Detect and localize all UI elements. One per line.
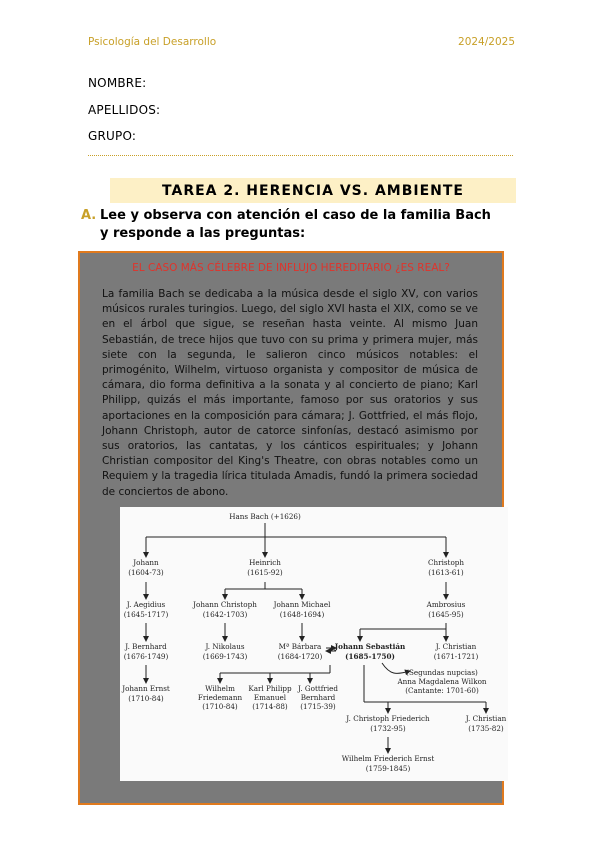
- bach-family-tree: [120, 507, 508, 781]
- node-barbara-dates: (1684-1720): [277, 652, 323, 661]
- node-johann-dates: (1604-73): [128, 568, 164, 577]
- node-ambrosius-dates: (1645-95): [428, 610, 464, 619]
- question-letter: A.: [81, 208, 97, 223]
- grupo-label: GRUPO:: [88, 129, 137, 143]
- task-title: TAREA 2. HERENCIA VS. AMBIENTE: [162, 182, 464, 199]
- nombre-label: NOMBRE:: [88, 76, 147, 90]
- case-text: La familia Bach se dedicaba a la música desde el siglo XV, con varios músicos rurales turingios. Luego, del siglo XVI hasta el XIX, como se ve en el árbol que sigue, se reseñan hasta veinte. Al mismo Juan Sebastián, de trece hijos que tuvo con su prima y primera mujer, más siete con la segunda, le salieron cinco músicos notables: el primogénito, Wilhelm, virtuoso organista y compositor de música de cámara, dio forma definitiva a la sonata y al concierto de piano; Karl Philipp, quizás el más importante, famoso por sus oratorios y sus aportaciones en la composición para cámara; J. Gottfried, el más flojo, Johann Christoph, autor de catorce sinfonías, destacó asimismo por sus oratorios, las cantatas, y los cánticos espirituales; y Johann Christian compositor del King's Theatre, con obras notables como un Requiem y la tragedia lírica titulada Amadis, fundó la primera sociedad de conciertos de abono.: [102, 288, 478, 498]
- node-nikolaus-name: J. Nikolaus: [205, 642, 245, 651]
- node-jchristian-b-name: J. Christian: [465, 714, 507, 723]
- node-johann-christoph-name: Johann Christoph: [193, 600, 257, 609]
- node-karl-name: Karl Philipp: [248, 684, 292, 693]
- node-heinrich-name: Heinrich: [249, 558, 281, 567]
- node-ernst-name: Johann Ernst: [122, 684, 170, 693]
- node-jchristian-a-dates: (1671-1721): [433, 652, 479, 661]
- case-title: EL CASO MÁS CÉLEBRE DE INFLUJO HEREDITARIO ¿ES REAL?: [132, 262, 450, 274]
- task-title-banner: [110, 178, 516, 203]
- node-jchristian-b-dates: (1735-82): [468, 724, 504, 733]
- node-jcf-dates: (1732-95): [370, 724, 406, 733]
- node-heinrich-dates: (1615-92): [247, 568, 283, 577]
- node-magdalena-name: Anna Magdalena Wilkon: [397, 677, 487, 686]
- node-ambrosius-name: Ambrosius: [426, 600, 466, 609]
- node-wilhelm-dates: (1710-84): [202, 702, 238, 711]
- node-gottfried-name: J. Gottfried: [298, 684, 338, 693]
- family-tree-diagram: [120, 507, 508, 781]
- node-gottfried-name2: Bernhard: [300, 693, 336, 702]
- node-gottfried-dates: (1715-39): [300, 702, 336, 711]
- node-johann-christoph-dates: (1642-1703): [202, 610, 248, 619]
- node-wilhelm-name2: Friedemann: [197, 693, 243, 702]
- node-johann-michael-dates: (1648-1694): [279, 610, 325, 619]
- node-js-dates: (1685-1750): [345, 652, 395, 661]
- node-hans: Hans Bach (+1626): [229, 512, 301, 521]
- node-magdalena-note: (Segundas nupcias): [406, 668, 478, 677]
- node-bernhard-dates: (1676-1749): [123, 652, 169, 661]
- header-divider: [88, 155, 513, 156]
- node-jcf-name: J. Christoph Friederich: [346, 714, 430, 723]
- node-wfe-dates: (1759-1845): [365, 764, 411, 773]
- node-wfe-name: Wilhelm Friederich Ernst: [341, 754, 435, 763]
- node-magdalena-dates: (Cantante: 1701-60): [405, 686, 479, 695]
- academic-year: 2024/2025: [458, 36, 515, 48]
- node-christoph-name: Christoph: [428, 558, 464, 567]
- node-karl-name2: Emanuel: [253, 693, 287, 702]
- node-nikolaus-dates: (1669-1743): [202, 652, 248, 661]
- apellidos-label: APELLIDOS:: [88, 103, 161, 117]
- case-box: [78, 251, 507, 805]
- node-aegidius-dates: (1645-1717): [123, 610, 169, 619]
- node-christoph-dates: (1613-61): [428, 568, 464, 577]
- node-js-name: Johann Sebastián: [334, 642, 406, 651]
- node-jchristian-a-name: J. Christian: [435, 642, 477, 651]
- node-ernst-dates: (1710-84): [128, 694, 164, 703]
- course-name: Psicología del Desarrollo: [88, 36, 217, 48]
- node-bernhard-name: J. Bernhard: [125, 642, 167, 651]
- node-karl-dates: (1714-88): [252, 702, 288, 711]
- node-johann-name: Johann: [133, 558, 159, 567]
- node-wilhelm-name: Wilhelm: [205, 684, 235, 693]
- node-johann-michael-name: Johann Michael: [273, 600, 331, 609]
- node-aegidius-name: J. Aegidius: [126, 600, 166, 609]
- node-barbara-name: Mª Bárbara: [278, 642, 322, 651]
- question-text: Lee y observa con atención el caso de la familia Bach y responde a las preguntas:: [100, 208, 491, 241]
